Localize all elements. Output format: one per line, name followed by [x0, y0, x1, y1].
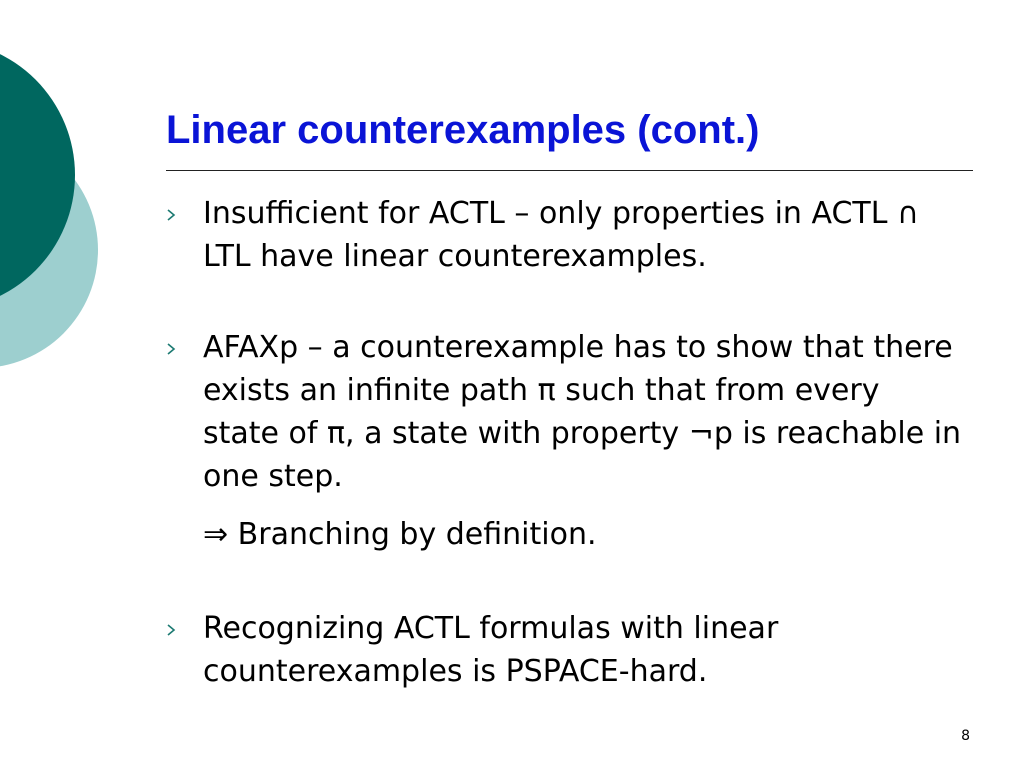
- bullet-item: [162, 326, 962, 498]
- arrow-bullet-icon: [166, 209, 176, 221]
- implication-line: ⇒ Branching by definition.: [203, 517, 597, 552]
- bullet-text: Recognizing ACTL formulas with linear counterexamples is PSPACE-hard.: [203, 611, 779, 689]
- slide-number: 8: [961, 728, 970, 744]
- slide-title: Linear counterexamples (cont.): [166, 108, 760, 152]
- title-divider: [166, 170, 973, 171]
- arrow-bullet-icon: [166, 624, 176, 636]
- bullet-text: Insufficient for ACTL – only properties in ACTL ∩ LTL have linear counterexamples.: [203, 196, 919, 274]
- bullet-text: AFAXp – a counterexample has to show that there exists an infinite path π such that from every state of π, a state with property ¬p is reachable in one step.: [203, 330, 962, 494]
- decorative-circles: [0, 0, 110, 410]
- bullet-item: [162, 192, 962, 278]
- arrow-bullet-icon: [166, 343, 176, 355]
- bullet-item: [162, 607, 962, 693]
- bullet-list: [162, 192, 962, 693]
